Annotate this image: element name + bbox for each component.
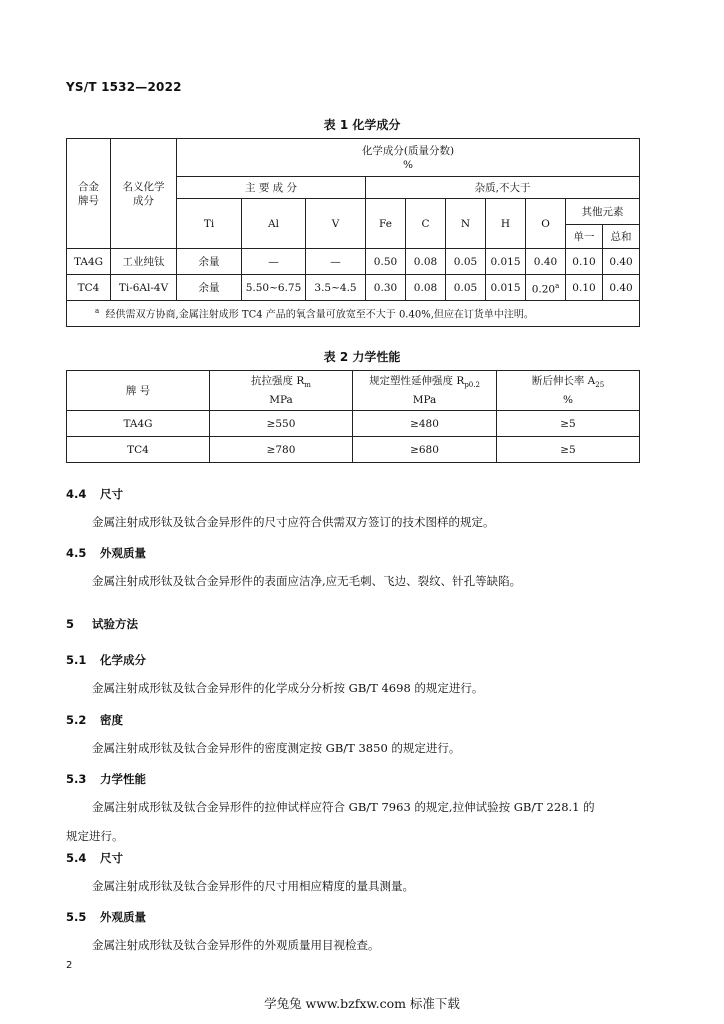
- table1-footnote: [67, 301, 640, 327]
- cell-n: 0.05: [446, 275, 486, 301]
- section-5-3-heading: [66, 771, 146, 787]
- tensile-label: 抗拉强度 R: [251, 375, 305, 388]
- section-number: 4.5: [66, 546, 87, 560]
- col-al: Al: [242, 199, 306, 249]
- cell-single: 0.10: [566, 275, 603, 301]
- section-number: 4.4: [66, 487, 87, 501]
- section-title: 尺寸: [100, 851, 123, 865]
- mechanical-properties-table: [66, 370, 640, 463]
- cell-c: 0.08: [406, 275, 446, 301]
- cell-tensile: ≥780: [210, 437, 353, 463]
- cell-o: 0.40: [526, 249, 566, 275]
- table-row: [67, 275, 640, 301]
- col-h: H: [486, 199, 526, 249]
- table-row: [67, 249, 640, 275]
- cell-yield: ≥480: [353, 411, 497, 437]
- cell-v: —: [306, 249, 366, 275]
- cell-elong: ≥5: [497, 411, 640, 437]
- col-c: C: [406, 199, 446, 249]
- cell-c: 0.08: [406, 249, 446, 275]
- cell-n: 0.05: [446, 249, 486, 275]
- section-title: 力学性能: [100, 772, 146, 786]
- header-chem-unit: %: [403, 158, 414, 171]
- section-5-2-text: 金属注射成形钛及钛合金异形件的密度测定按 GB/T 3850 的规定进行。: [92, 741, 461, 755]
- section-4-4-text: 金属注射成形钛及钛合金异形件的尺寸应符合供需双方签订的技术图样的规定。: [92, 515, 495, 529]
- section-5-2-heading: [66, 712, 123, 728]
- cell-fe: 0.30: [366, 275, 406, 301]
- section-number: 5.5: [66, 910, 87, 924]
- elong-label: 断后伸长率 A: [531, 375, 596, 388]
- section-number: 5.3: [66, 772, 87, 786]
- table-row: [67, 411, 640, 437]
- footnote-marker: a: [555, 281, 560, 290]
- cell-yield: ≥680: [353, 437, 497, 463]
- section-5-3-text: 金属注射成形钛及钛合金异形件的拉伸试样应符合 GB/T 7963 的规定,拉伸试验按 GB/T 228.1 的: [92, 800, 595, 814]
- section-5-5-heading: [66, 909, 146, 925]
- col-single: 单一: [566, 225, 603, 249]
- download-footer: 学兔兔 www.bzfxw.com 标准下载: [264, 996, 460, 1011]
- footnote-text: 经供需双方协商,金属注射成形 TC4 产品的氧含量可放宽至不大于 0.40%,但应在订货单中注明。: [105, 309, 534, 321]
- section-title: 外观质量: [100, 910, 146, 924]
- cell-total: 0.40: [603, 249, 640, 275]
- col-fe: Fe: [366, 199, 406, 249]
- section-5-1-text: 金属注射成形钛及钛合金异形件的化学成分分析按 GB/T 4698 的规定进行。: [92, 681, 484, 695]
- header-impurities: 杂质,不大于: [366, 177, 640, 199]
- table2-caption: 表 2 力学性能: [323, 350, 401, 364]
- cell-grade: TC4: [67, 437, 210, 463]
- header-yield-strength: [353, 371, 497, 411]
- section-4-5-text: 金属注射成形钛及钛合金异形件的表面应洁净,应无毛刺、飞边、裂纹、针孔等缺陷。: [92, 574, 522, 588]
- section-title: 外观质量: [100, 546, 146, 560]
- yield-unit: MPa: [412, 393, 437, 406]
- section-title: 密度: [100, 713, 123, 727]
- section-5-1-heading: [66, 652, 146, 668]
- yield-sub: p0.2: [464, 381, 480, 390]
- cell-name: 工业纯钛: [111, 249, 177, 275]
- section-number: 5: [66, 617, 75, 631]
- cell-name: Ti-6Al-4V: [111, 275, 177, 301]
- header-nominal-composition: 名义化学成分: [111, 139, 177, 249]
- header-grade: 牌 号: [67, 371, 210, 411]
- section-title: 尺寸: [100, 487, 123, 501]
- cell-alloy: TC4: [67, 275, 111, 301]
- cell-fe: 0.50: [366, 249, 406, 275]
- page-number: 2: [66, 960, 73, 971]
- col-n: N: [446, 199, 486, 249]
- cell-alloy: TA4G: [67, 249, 111, 275]
- cell-al: 5.50~6.75: [242, 275, 306, 301]
- cell-h: 0.015: [486, 249, 526, 275]
- header-chem-label: 化学成分(质量分数): [361, 144, 455, 157]
- chemical-composition-table: [66, 138, 640, 327]
- tensile-sub: m: [304, 381, 311, 390]
- cell-o-value: 0.20: [531, 283, 556, 296]
- section-5-4-heading: [66, 850, 123, 866]
- section-5-heading: [66, 616, 138, 632]
- header-tensile-strength: [210, 371, 353, 411]
- header-chemical-composition: [177, 139, 640, 177]
- section-title: 试验方法: [92, 617, 138, 631]
- cell-tensile: ≥550: [210, 411, 353, 437]
- section-5-3-text-cont: 规定进行。: [66, 829, 124, 843]
- cell-h: 0.015: [486, 275, 526, 301]
- header-elongation: [497, 371, 640, 411]
- section-5-5-text: 金属注射成形钛及钛合金异形件的外观质量用目视检查。: [92, 938, 380, 952]
- header-alloy-grade: 合金牌号: [67, 139, 111, 249]
- cell-total: 0.40: [603, 275, 640, 301]
- cell-ti: 余量: [177, 275, 242, 301]
- tensile-unit: MPa: [269, 393, 293, 406]
- table-row: [67, 437, 640, 463]
- cell-single: 0.10: [566, 249, 603, 275]
- header-other-elements: 其他元素: [566, 199, 640, 225]
- section-number: 5.4: [66, 851, 87, 865]
- document-id: YS/T 1532—2022: [66, 80, 182, 94]
- cell-elong: ≥5: [497, 437, 640, 463]
- elong-unit: %: [563, 393, 573, 406]
- yield-label: 规定塑性延伸强度 R: [369, 375, 465, 388]
- cell-o: [526, 275, 566, 301]
- section-4-5-heading: [66, 545, 146, 561]
- col-o: O: [526, 199, 566, 249]
- section-number: 5.2: [66, 713, 87, 727]
- cell-grade: TA4G: [67, 411, 210, 437]
- footnote-marker: a: [95, 307, 100, 316]
- header-main-elements: 主 要 成 分: [177, 177, 366, 199]
- col-total: 总和: [603, 225, 640, 249]
- cell-ti: 余量: [177, 249, 242, 275]
- col-v: V: [306, 199, 366, 249]
- table1-caption: 表 1 化学成分: [323, 118, 401, 132]
- section-5-4-text: 金属注射成形钛及钛合金异形件的尺寸用相应精度的量具测量。: [92, 879, 414, 893]
- col-ti: Ti: [177, 199, 242, 249]
- cell-v: 3.5~4.5: [306, 275, 366, 301]
- section-number: 5.1: [66, 653, 87, 667]
- section-4-4-heading: [66, 486, 123, 502]
- section-title: 化学成分: [100, 653, 146, 667]
- elong-sub: 25: [595, 381, 605, 390]
- cell-al: —: [242, 249, 306, 275]
